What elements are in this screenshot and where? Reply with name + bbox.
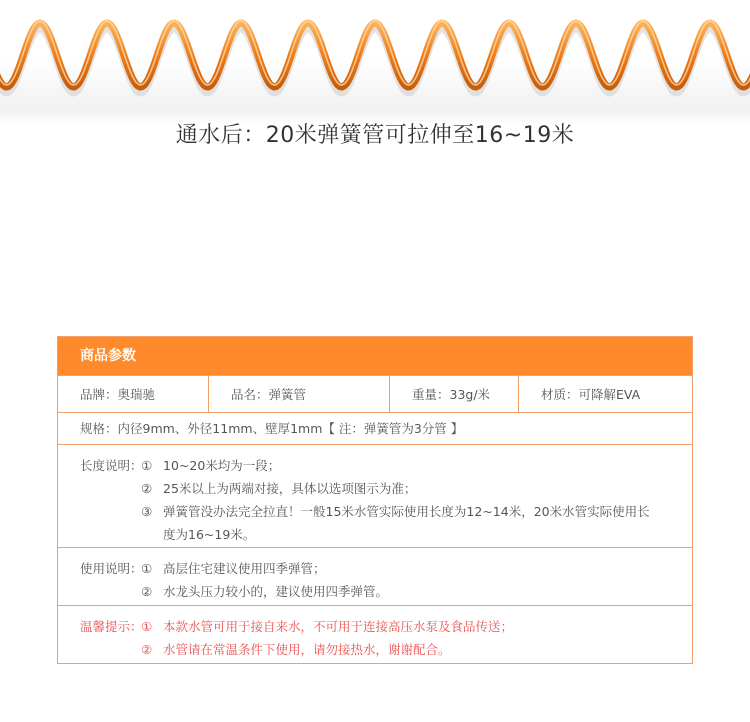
length-num-2: ② — [141, 481, 153, 496]
length-line-2 — [80, 477, 692, 500]
length-num-3: ③ — [141, 504, 153, 519]
weight-cell: 重量：33g/米 — [389, 376, 518, 412]
length-line-3 — [80, 500, 692, 523]
hero-banner — [0, 0, 750, 125]
usage-line-2 — [80, 580, 692, 603]
warning-label: 温馨提示： — [80, 619, 143, 634]
hose-caption: 通水后：20米弹簧管可拉伸至16~19米 — [175, 123, 575, 148]
warning-line-1 — [80, 615, 692, 638]
length-text-1: 10~20米均为一段； — [163, 458, 281, 473]
length-num-1: ① — [141, 458, 153, 473]
length-line-4 — [80, 523, 692, 546]
warning-num-1: ① — [141, 619, 153, 634]
params-title: 商品参数 — [58, 337, 692, 375]
length-section — [58, 444, 692, 547]
spring-hose-image — [0, 0, 750, 125]
length-label: 长度说明： — [80, 458, 143, 473]
length-line-1 — [80, 454, 692, 477]
warning-section — [58, 605, 692, 663]
basic-info-row — [58, 375, 692, 412]
product-name-cell: 品名：弹簧管 — [208, 376, 389, 412]
warning-num-2: ② — [141, 642, 153, 657]
length-text-3: 弹簧管没办法完全拉直！一般15米水管实际使用长度为12~14米，20米水管实际使用长 — [163, 504, 650, 519]
material-cell: 材质：可降解EVA — [518, 376, 692, 412]
warning-text-2: 水管请在常温条件下使用，请勿接热水，谢谢配合。 — [163, 642, 451, 657]
product-params-table — [57, 336, 693, 664]
usage-section — [58, 547, 692, 605]
usage-text-2: 水龙头压力较小的，建议使用四季弹管。 — [163, 584, 389, 599]
spec-row: 规格：内径9mm、外径11mm、壁厚1mm【 注：弹簧管为3分管 】 — [58, 412, 692, 444]
usage-label: 使用说明： — [80, 561, 143, 576]
usage-num-2: ② — [141, 584, 153, 599]
usage-line-1 — [80, 557, 692, 580]
warning-line-2 — [80, 638, 692, 661]
warning-text-1: 本款水管可用于接自来水，不可用于连接高压水泵及食品传送； — [163, 619, 514, 634]
length-text-2: 25米以上为两端对接，具体以选项图示为准； — [163, 481, 417, 496]
length-text-4: 度为16~19米。 — [163, 527, 256, 542]
usage-num-1: ① — [141, 561, 153, 576]
usage-text-1: 高层住宅建议使用四季弹管； — [163, 561, 326, 576]
brand-cell: 品牌：奥瑞驰 — [80, 387, 156, 402]
